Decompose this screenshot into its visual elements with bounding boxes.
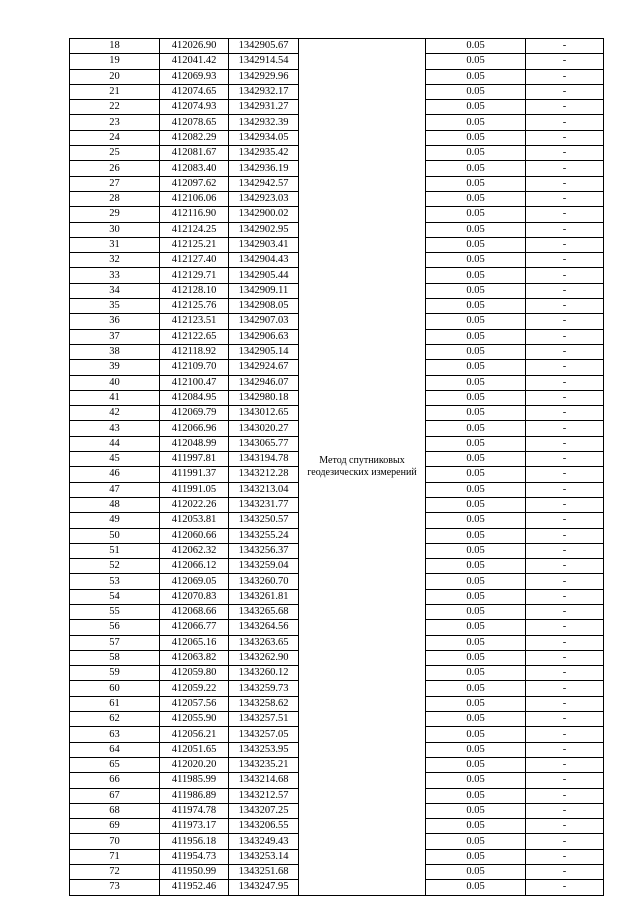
point-number-cell: 25 — [70, 146, 160, 161]
point-number-cell: 67 — [70, 788, 160, 803]
x-coordinate-cell: 412048.99 — [160, 436, 229, 451]
point-number-cell: 18 — [70, 39, 160, 54]
coordinates-table — [69, 38, 604, 896]
note-cell: - — [526, 161, 604, 176]
note-cell: - — [526, 513, 604, 528]
y-coordinate-cell: 1342905.14 — [229, 344, 299, 359]
note-cell: - — [526, 69, 604, 84]
accuracy-cell: 0.05 — [426, 513, 526, 528]
x-coordinate-cell: 412066.96 — [160, 421, 229, 436]
x-coordinate-cell: 412055.90 — [160, 712, 229, 727]
x-coordinate-cell: 411997.81 — [160, 452, 229, 467]
note-cell: - — [526, 222, 604, 237]
y-coordinate-cell: 1342907.03 — [229, 314, 299, 329]
point-number-cell: 38 — [70, 344, 160, 359]
accuracy-cell: 0.05 — [426, 268, 526, 283]
point-number-cell: 56 — [70, 620, 160, 635]
point-number-cell: 39 — [70, 360, 160, 375]
accuracy-cell: 0.05 — [426, 788, 526, 803]
accuracy-cell: 0.05 — [426, 115, 526, 130]
point-number-cell: 20 — [70, 69, 160, 84]
y-coordinate-cell: 1343261.81 — [229, 589, 299, 604]
accuracy-cell: 0.05 — [426, 283, 526, 298]
point-number-cell: 19 — [70, 54, 160, 69]
y-coordinate-cell: 1342946.07 — [229, 375, 299, 390]
accuracy-cell: 0.05 — [426, 375, 526, 390]
x-coordinate-cell: 411991.05 — [160, 482, 229, 497]
y-coordinate-cell: 1343255.24 — [229, 528, 299, 543]
accuracy-cell: 0.05 — [426, 222, 526, 237]
note-cell: - — [526, 727, 604, 742]
point-number-cell: 49 — [70, 513, 160, 528]
x-coordinate-cell: 411954.73 — [160, 849, 229, 864]
x-coordinate-cell: 412116.90 — [160, 207, 229, 222]
x-coordinate-cell: 411952.46 — [160, 880, 229, 895]
note-cell: - — [526, 574, 604, 589]
point-number-cell: 62 — [70, 712, 160, 727]
accuracy-cell: 0.05 — [426, 130, 526, 145]
accuracy-cell: 0.05 — [426, 528, 526, 543]
accuracy-cell: 0.05 — [426, 237, 526, 252]
x-coordinate-cell: 412069.05 — [160, 574, 229, 589]
point-number-cell: 40 — [70, 375, 160, 390]
accuracy-cell: 0.05 — [426, 452, 526, 467]
accuracy-cell: 0.05 — [426, 803, 526, 818]
note-cell: - — [526, 803, 604, 818]
note-cell: - — [526, 436, 604, 451]
accuracy-cell: 0.05 — [426, 620, 526, 635]
y-coordinate-cell: 1342936.19 — [229, 161, 299, 176]
y-coordinate-cell: 1342909.11 — [229, 283, 299, 298]
accuracy-cell: 0.05 — [426, 559, 526, 574]
note-cell: - — [526, 344, 604, 359]
point-number-cell: 50 — [70, 528, 160, 543]
point-number-cell: 51 — [70, 543, 160, 558]
measurement-method-cell: Метод спутниковых геодезических измерений — [299, 39, 426, 896]
x-coordinate-cell: 412097.62 — [160, 176, 229, 191]
x-coordinate-cell: 412106.06 — [160, 191, 229, 206]
point-number-cell: 46 — [70, 467, 160, 482]
y-coordinate-cell: 1343259.73 — [229, 681, 299, 696]
point-number-cell: 66 — [70, 773, 160, 788]
note-cell: - — [526, 681, 604, 696]
note-cell: - — [526, 712, 604, 727]
x-coordinate-cell: 411956.18 — [160, 834, 229, 849]
y-coordinate-cell: 1342929.96 — [229, 69, 299, 84]
point-number-cell: 30 — [70, 222, 160, 237]
note-cell: - — [526, 390, 604, 405]
accuracy-cell: 0.05 — [426, 406, 526, 421]
x-coordinate-cell: 412056.21 — [160, 727, 229, 742]
note-cell: - — [526, 620, 604, 635]
accuracy-cell: 0.05 — [426, 834, 526, 849]
accuracy-cell: 0.05 — [426, 589, 526, 604]
y-coordinate-cell: 1342902.95 — [229, 222, 299, 237]
point-number-cell: 63 — [70, 727, 160, 742]
accuracy-cell: 0.05 — [426, 161, 526, 176]
x-coordinate-cell: 412083.40 — [160, 161, 229, 176]
note-cell: - — [526, 360, 604, 375]
y-coordinate-cell: 1342924.67 — [229, 360, 299, 375]
y-coordinate-cell: 1342908.05 — [229, 299, 299, 314]
x-coordinate-cell: 412124.25 — [160, 222, 229, 237]
x-coordinate-cell: 411974.78 — [160, 803, 229, 818]
y-coordinate-cell: 1343207.25 — [229, 803, 299, 818]
point-number-cell: 43 — [70, 421, 160, 436]
x-coordinate-cell: 412123.51 — [160, 314, 229, 329]
y-coordinate-cell: 1343012.65 — [229, 406, 299, 421]
note-cell: - — [526, 834, 604, 849]
y-coordinate-cell: 1343257.51 — [229, 712, 299, 727]
accuracy-cell: 0.05 — [426, 436, 526, 451]
note-cell: - — [526, 329, 604, 344]
y-coordinate-cell: 1342942.57 — [229, 176, 299, 191]
accuracy-cell: 0.05 — [426, 497, 526, 512]
note-cell: - — [526, 268, 604, 283]
y-coordinate-cell: 1343065.77 — [229, 436, 299, 451]
accuracy-cell: 0.05 — [426, 100, 526, 115]
accuracy-cell: 0.05 — [426, 467, 526, 482]
accuracy-cell: 0.05 — [426, 666, 526, 681]
point-number-cell: 27 — [70, 176, 160, 191]
note-cell: - — [526, 299, 604, 314]
point-number-cell: 29 — [70, 207, 160, 222]
point-number-cell: 44 — [70, 436, 160, 451]
point-number-cell: 34 — [70, 283, 160, 298]
x-coordinate-cell: 412051.65 — [160, 742, 229, 757]
accuracy-cell: 0.05 — [426, 650, 526, 665]
note-cell: - — [526, 237, 604, 252]
point-number-cell: 41 — [70, 390, 160, 405]
note-cell: - — [526, 773, 604, 788]
accuracy-cell: 0.05 — [426, 635, 526, 650]
note-cell: - — [526, 559, 604, 574]
x-coordinate-cell: 412059.80 — [160, 666, 229, 681]
x-coordinate-cell: 412127.40 — [160, 253, 229, 268]
x-coordinate-cell: 411991.37 — [160, 467, 229, 482]
table-body — [70, 39, 604, 896]
point-number-cell: 71 — [70, 849, 160, 864]
point-number-cell: 60 — [70, 681, 160, 696]
x-coordinate-cell: 412081.67 — [160, 146, 229, 161]
note-cell: - — [526, 115, 604, 130]
accuracy-cell: 0.05 — [426, 176, 526, 191]
accuracy-cell: 0.05 — [426, 390, 526, 405]
x-coordinate-cell: 412068.66 — [160, 604, 229, 619]
x-coordinate-cell: 412026.90 — [160, 39, 229, 54]
table-row — [70, 39, 604, 54]
x-coordinate-cell: 412070.83 — [160, 589, 229, 604]
note-cell: - — [526, 467, 604, 482]
note-cell: - — [526, 650, 604, 665]
note-cell: - — [526, 191, 604, 206]
accuracy-cell: 0.05 — [426, 360, 526, 375]
x-coordinate-cell: 412129.71 — [160, 268, 229, 283]
point-number-cell: 26 — [70, 161, 160, 176]
y-coordinate-cell: 1343262.90 — [229, 650, 299, 665]
point-number-cell: 24 — [70, 130, 160, 145]
y-coordinate-cell: 1343249.43 — [229, 834, 299, 849]
point-number-cell: 45 — [70, 452, 160, 467]
x-coordinate-cell: 412082.29 — [160, 130, 229, 145]
accuracy-cell: 0.05 — [426, 344, 526, 359]
point-number-cell: 54 — [70, 589, 160, 604]
note-cell: - — [526, 696, 604, 711]
note-cell: - — [526, 314, 604, 329]
point-number-cell: 22 — [70, 100, 160, 115]
y-coordinate-cell: 1343264.56 — [229, 620, 299, 635]
accuracy-cell: 0.05 — [426, 421, 526, 436]
x-coordinate-cell: 412125.21 — [160, 237, 229, 252]
accuracy-cell: 0.05 — [426, 696, 526, 711]
point-number-cell: 57 — [70, 635, 160, 650]
point-number-cell: 23 — [70, 115, 160, 130]
point-number-cell: 48 — [70, 497, 160, 512]
accuracy-cell: 0.05 — [426, 773, 526, 788]
y-coordinate-cell: 1342903.41 — [229, 237, 299, 252]
accuracy-cell: 0.05 — [426, 757, 526, 772]
note-cell: - — [526, 39, 604, 54]
point-number-cell: 65 — [70, 757, 160, 772]
point-number-cell: 58 — [70, 650, 160, 665]
x-coordinate-cell: 412128.10 — [160, 283, 229, 298]
note-cell: - — [526, 406, 604, 421]
note-cell: - — [526, 482, 604, 497]
accuracy-cell: 0.05 — [426, 207, 526, 222]
x-coordinate-cell: 412022.26 — [160, 497, 229, 512]
accuracy-cell: 0.05 — [426, 880, 526, 895]
note-cell: - — [526, 819, 604, 834]
point-number-cell: 59 — [70, 666, 160, 681]
accuracy-cell: 0.05 — [426, 329, 526, 344]
x-coordinate-cell: 411986.89 — [160, 788, 229, 803]
note-cell: - — [526, 497, 604, 512]
x-coordinate-cell: 412109.70 — [160, 360, 229, 375]
point-number-cell: 70 — [70, 834, 160, 849]
x-coordinate-cell: 412078.65 — [160, 115, 229, 130]
note-cell: - — [526, 421, 604, 436]
point-number-cell: 32 — [70, 253, 160, 268]
x-coordinate-cell: 412069.79 — [160, 406, 229, 421]
note-cell: - — [526, 635, 604, 650]
accuracy-cell: 0.05 — [426, 39, 526, 54]
point-number-cell: 21 — [70, 84, 160, 99]
note-cell: - — [526, 130, 604, 145]
note-cell: - — [526, 253, 604, 268]
y-coordinate-cell: 1343251.68 — [229, 865, 299, 880]
note-cell: - — [526, 452, 604, 467]
y-coordinate-cell: 1343206.55 — [229, 819, 299, 834]
accuracy-cell: 0.05 — [426, 849, 526, 864]
note-cell: - — [526, 375, 604, 390]
x-coordinate-cell: 412084.95 — [160, 390, 229, 405]
y-coordinate-cell: 1342932.17 — [229, 84, 299, 99]
accuracy-cell: 0.05 — [426, 191, 526, 206]
x-coordinate-cell: 412118.92 — [160, 344, 229, 359]
accuracy-cell: 0.05 — [426, 681, 526, 696]
point-number-cell: 64 — [70, 742, 160, 757]
y-coordinate-cell: 1342914.54 — [229, 54, 299, 69]
x-coordinate-cell: 412063.82 — [160, 650, 229, 665]
accuracy-cell: 0.05 — [426, 253, 526, 268]
note-cell: - — [526, 283, 604, 298]
note-cell: - — [526, 146, 604, 161]
note-cell: - — [526, 207, 604, 222]
y-coordinate-cell: 1342905.67 — [229, 39, 299, 54]
note-cell: - — [526, 788, 604, 803]
note-cell: - — [526, 84, 604, 99]
x-coordinate-cell: 412057.56 — [160, 696, 229, 711]
y-coordinate-cell: 1343253.95 — [229, 742, 299, 757]
x-coordinate-cell: 412059.22 — [160, 681, 229, 696]
note-cell: - — [526, 880, 604, 895]
x-coordinate-cell: 411985.99 — [160, 773, 229, 788]
y-coordinate-cell: 1342904.43 — [229, 253, 299, 268]
y-coordinate-cell: 1342900.02 — [229, 207, 299, 222]
y-coordinate-cell: 1343263.65 — [229, 635, 299, 650]
y-coordinate-cell: 1343194.78 — [229, 452, 299, 467]
y-coordinate-cell: 1343020.27 — [229, 421, 299, 436]
y-coordinate-cell: 1342905.44 — [229, 268, 299, 283]
note-cell: - — [526, 604, 604, 619]
note-cell: - — [526, 100, 604, 115]
y-coordinate-cell: 1342935.42 — [229, 146, 299, 161]
x-coordinate-cell: 412062.32 — [160, 543, 229, 558]
x-coordinate-cell: 412020.20 — [160, 757, 229, 772]
accuracy-cell: 0.05 — [426, 742, 526, 757]
y-coordinate-cell: 1343258.62 — [229, 696, 299, 711]
accuracy-cell: 0.05 — [426, 299, 526, 314]
y-coordinate-cell: 1343260.12 — [229, 666, 299, 681]
accuracy-cell: 0.05 — [426, 482, 526, 497]
x-coordinate-cell: 412066.12 — [160, 559, 229, 574]
point-number-cell: 52 — [70, 559, 160, 574]
y-coordinate-cell: 1343259.04 — [229, 559, 299, 574]
x-coordinate-cell: 412053.81 — [160, 513, 229, 528]
x-coordinate-cell: 412065.16 — [160, 635, 229, 650]
x-coordinate-cell: 411973.17 — [160, 819, 229, 834]
accuracy-cell: 0.05 — [426, 543, 526, 558]
note-cell: - — [526, 742, 604, 757]
y-coordinate-cell: 1343250.57 — [229, 513, 299, 528]
point-number-cell: 31 — [70, 237, 160, 252]
note-cell: - — [526, 865, 604, 880]
note-cell: - — [526, 589, 604, 604]
y-coordinate-cell: 1342923.03 — [229, 191, 299, 206]
x-coordinate-cell: 412069.93 — [160, 69, 229, 84]
accuracy-cell: 0.05 — [426, 69, 526, 84]
note-cell: - — [526, 54, 604, 69]
note-cell: - — [526, 666, 604, 681]
y-coordinate-cell: 1343213.04 — [229, 482, 299, 497]
accuracy-cell: 0.05 — [426, 54, 526, 69]
point-number-cell: 69 — [70, 819, 160, 834]
point-number-cell: 36 — [70, 314, 160, 329]
x-coordinate-cell: 412066.77 — [160, 620, 229, 635]
point-number-cell: 33 — [70, 268, 160, 283]
point-number-cell: 61 — [70, 696, 160, 711]
x-coordinate-cell: 411950.99 — [160, 865, 229, 880]
accuracy-cell: 0.05 — [426, 84, 526, 99]
x-coordinate-cell: 412074.65 — [160, 84, 229, 99]
note-cell: - — [526, 176, 604, 191]
point-number-cell: 73 — [70, 880, 160, 895]
accuracy-cell: 0.05 — [426, 604, 526, 619]
y-coordinate-cell: 1343257.05 — [229, 727, 299, 742]
x-coordinate-cell: 412125.76 — [160, 299, 229, 314]
y-coordinate-cell: 1343231.77 — [229, 497, 299, 512]
note-cell: - — [526, 757, 604, 772]
y-coordinate-cell: 1343212.28 — [229, 467, 299, 482]
y-coordinate-cell: 1343235.21 — [229, 757, 299, 772]
point-number-cell: 42 — [70, 406, 160, 421]
note-cell: - — [526, 543, 604, 558]
point-number-cell: 53 — [70, 574, 160, 589]
point-number-cell: 35 — [70, 299, 160, 314]
y-coordinate-cell: 1343247.95 — [229, 880, 299, 895]
point-number-cell: 55 — [70, 604, 160, 619]
y-coordinate-cell: 1343265.68 — [229, 604, 299, 619]
y-coordinate-cell: 1342980.18 — [229, 390, 299, 405]
y-coordinate-cell: 1342932.39 — [229, 115, 299, 130]
x-coordinate-cell: 412100.47 — [160, 375, 229, 390]
accuracy-cell: 0.05 — [426, 574, 526, 589]
point-number-cell: 47 — [70, 482, 160, 497]
x-coordinate-cell: 412060.66 — [160, 528, 229, 543]
y-coordinate-cell: 1342931.27 — [229, 100, 299, 115]
accuracy-cell: 0.05 — [426, 314, 526, 329]
y-coordinate-cell: 1343253.14 — [229, 849, 299, 864]
accuracy-cell: 0.05 — [426, 727, 526, 742]
point-number-cell: 72 — [70, 865, 160, 880]
y-coordinate-cell: 1343256.37 — [229, 543, 299, 558]
point-number-cell: 28 — [70, 191, 160, 206]
accuracy-cell: 0.05 — [426, 819, 526, 834]
y-coordinate-cell: 1343260.70 — [229, 574, 299, 589]
point-number-cell: 37 — [70, 329, 160, 344]
y-coordinate-cell: 1342906.63 — [229, 329, 299, 344]
y-coordinate-cell: 1343212.57 — [229, 788, 299, 803]
y-coordinate-cell: 1343214.68 — [229, 773, 299, 788]
point-number-cell: 68 — [70, 803, 160, 818]
y-coordinate-cell: 1342934.05 — [229, 130, 299, 145]
accuracy-cell: 0.05 — [426, 865, 526, 880]
note-cell: - — [526, 849, 604, 864]
x-coordinate-cell: 412041.42 — [160, 54, 229, 69]
note-cell: - — [526, 528, 604, 543]
accuracy-cell: 0.05 — [426, 712, 526, 727]
x-coordinate-cell: 412074.93 — [160, 100, 229, 115]
x-coordinate-cell: 412122.65 — [160, 329, 229, 344]
accuracy-cell: 0.05 — [426, 146, 526, 161]
